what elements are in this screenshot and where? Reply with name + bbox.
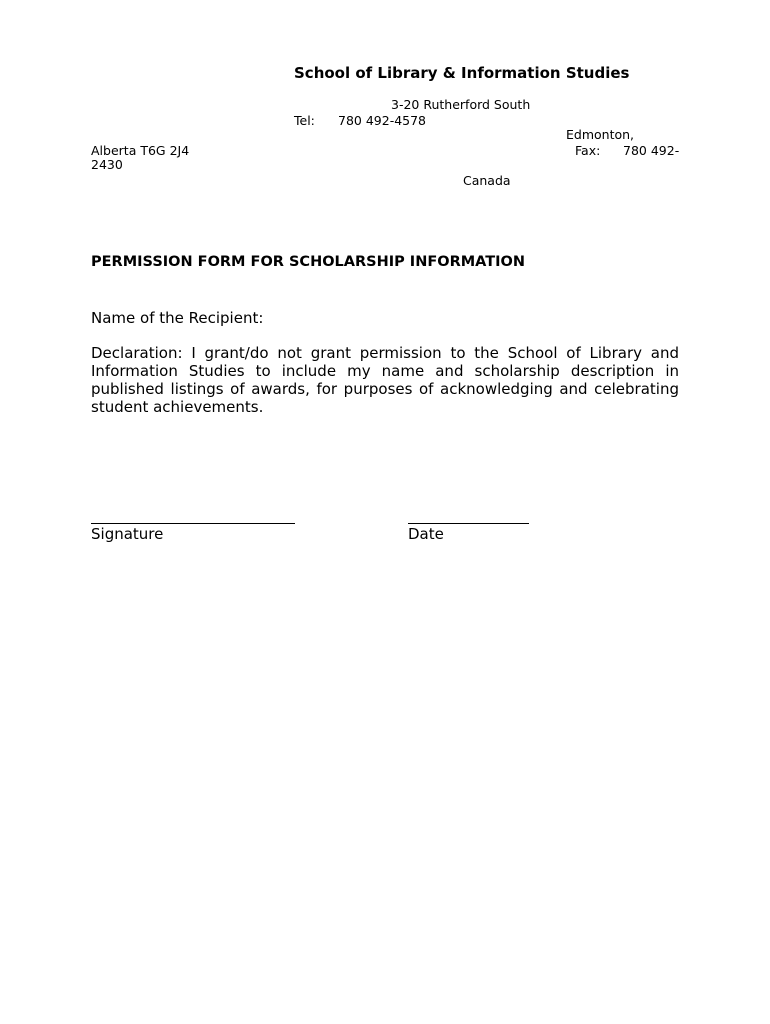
- tel-label: Tel:: [294, 113, 315, 128]
- declaration-text: Declaration: I grant/do not grant permission to the School of Library and Information Studies to include my name and scholarship description in published listings of awards, for purposes of acknowledging and celebrating student achievements.: [91, 344, 679, 416]
- date-label: Date: [408, 525, 444, 543]
- signature-line: [91, 523, 295, 524]
- form-title: PERMISSION FORM FOR SCHOLARSHIP INFORMATION: [91, 254, 526, 270]
- tel-number: 780 492-4578: [338, 113, 427, 128]
- signature-label: Signature: [91, 525, 164, 543]
- fax-number-continued: 2430: [91, 157, 123, 172]
- address-city: Edmonton,: [566, 127, 635, 142]
- recipient-name-label: Name of the Recipient:: [91, 309, 264, 327]
- fax-number: 780 492-: [623, 143, 680, 158]
- address-street: 3-20 Rutherford South: [391, 97, 531, 112]
- fax-label: Fax:: [575, 143, 601, 158]
- address-country: Canada: [463, 173, 511, 188]
- date-line: [408, 523, 529, 524]
- organization-name: School of Library & Information Studies: [294, 64, 630, 82]
- address-province: Alberta T6G 2J4: [91, 143, 190, 158]
